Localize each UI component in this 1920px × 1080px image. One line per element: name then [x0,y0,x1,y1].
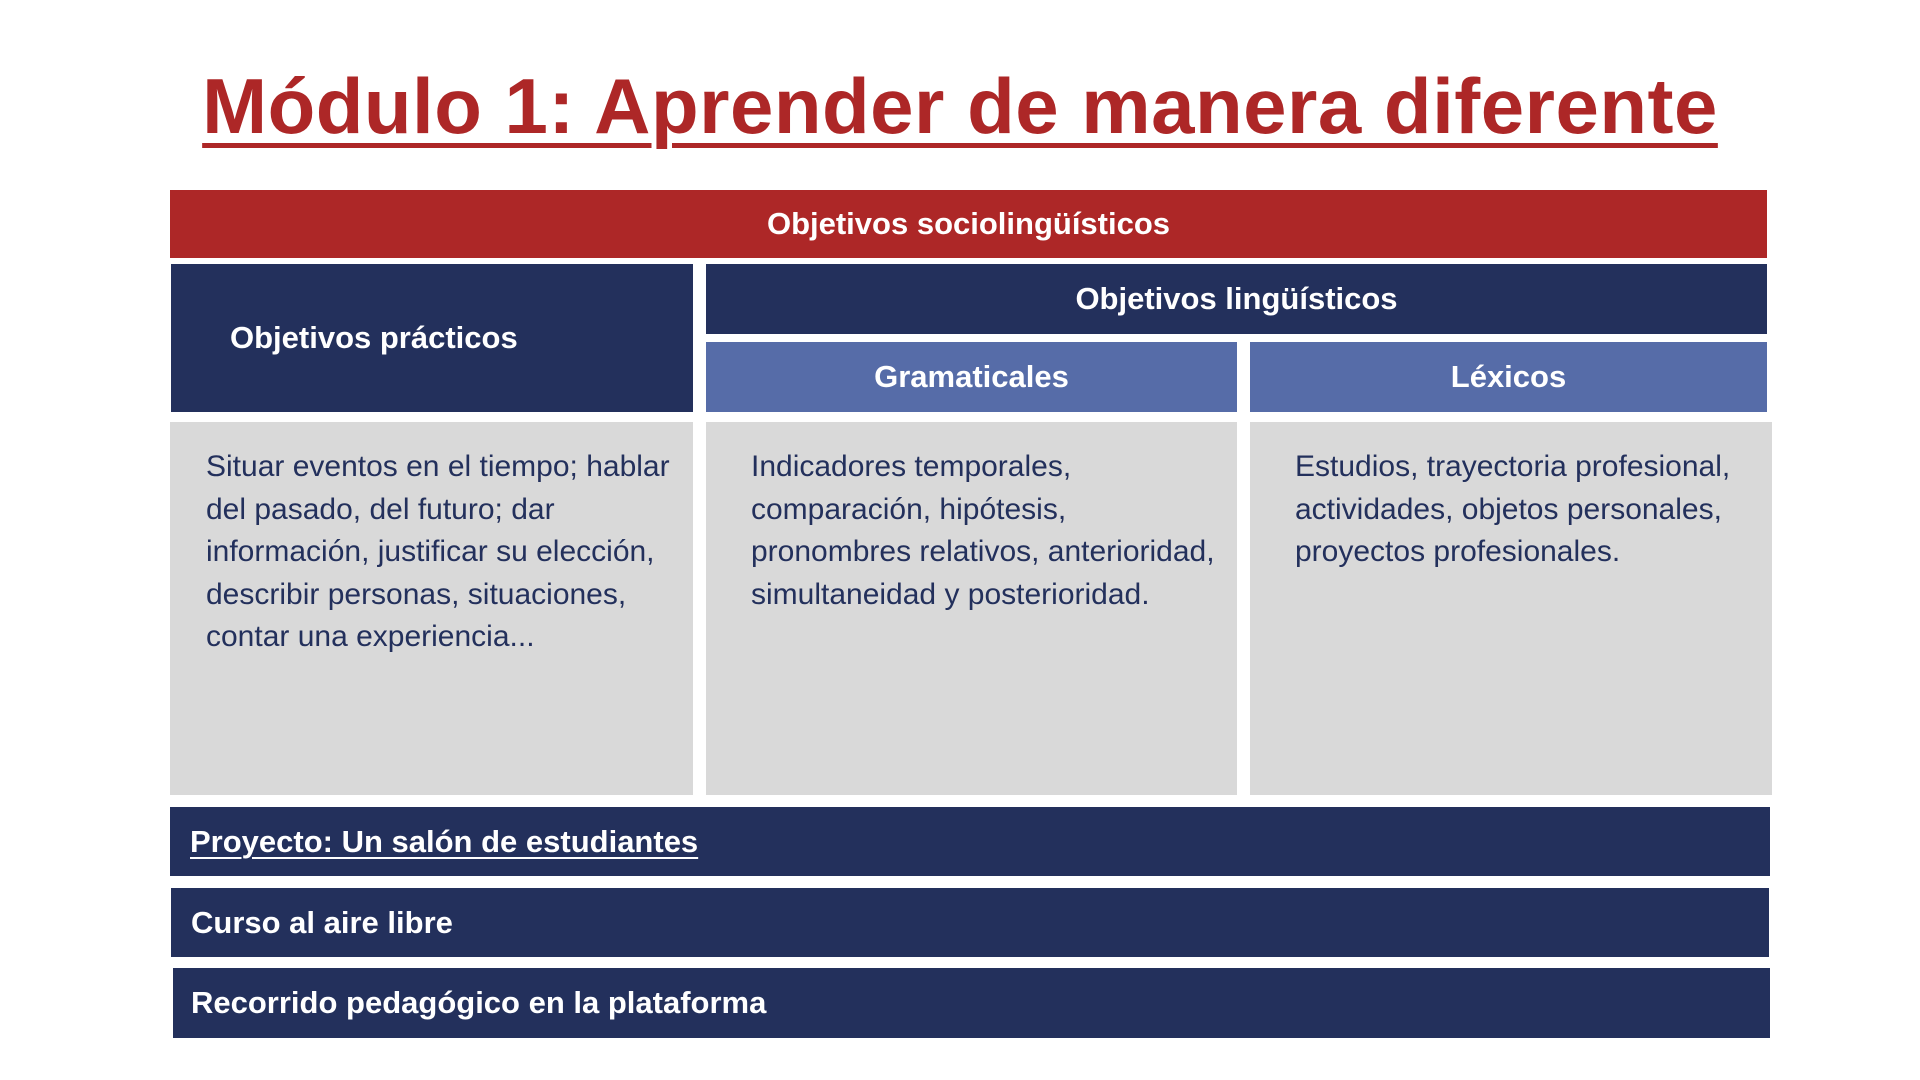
header-objetivos-linguisticos-label: Objetivos lingüísticos [1075,281,1398,316]
header-objetivos-sociolinguisticos [170,190,1767,258]
bar-recorrido-pedagogico [173,968,1770,1038]
page-title: Módulo 1: Aprender de manera diferente [202,62,1718,150]
subheader-lexicos-label: Léxicos [1450,359,1567,394]
header-objetivos-practicos-label: Objetivos prácticos [230,320,518,355]
subheader-gramaticales-label: Gramaticales [874,359,1069,394]
header-objetivos-practicos [171,264,693,412]
bar-proyecto-link[interactable]: Proyecto: Un salón de estudiantes [190,823,699,859]
bar-proyecto[interactable] [170,807,1770,876]
header-objetivos-sociolinguisticos-label: Objetivos sociolingüísticos [766,206,1171,241]
bar-recorrido-label: Recorrido pedagógico en la plataforma [191,985,767,1020]
bar-curso-label: Curso al aire libre [191,904,453,940]
subheader-gramaticales [706,342,1237,412]
bar-curso-aire-libre [171,888,1769,957]
content-lexicos: Estudios, trayectoria profesional, actividades, objetos personales, proyectos profesionales. [1250,422,1772,795]
content-gramaticales: Indicadores temporales, comparación, hipótesis, pronombres relativos, anterioridad, simultaneidad y posterioridad. [706,422,1237,795]
header-objetivos-linguisticos [706,264,1767,334]
subheader-lexicos [1250,342,1767,412]
content-practicos: Situar eventos en el tiempo; hablar del pasado, del futuro; dar información, justificar su elección, describir personas, situaciones, contar una experiencia... [170,422,693,795]
